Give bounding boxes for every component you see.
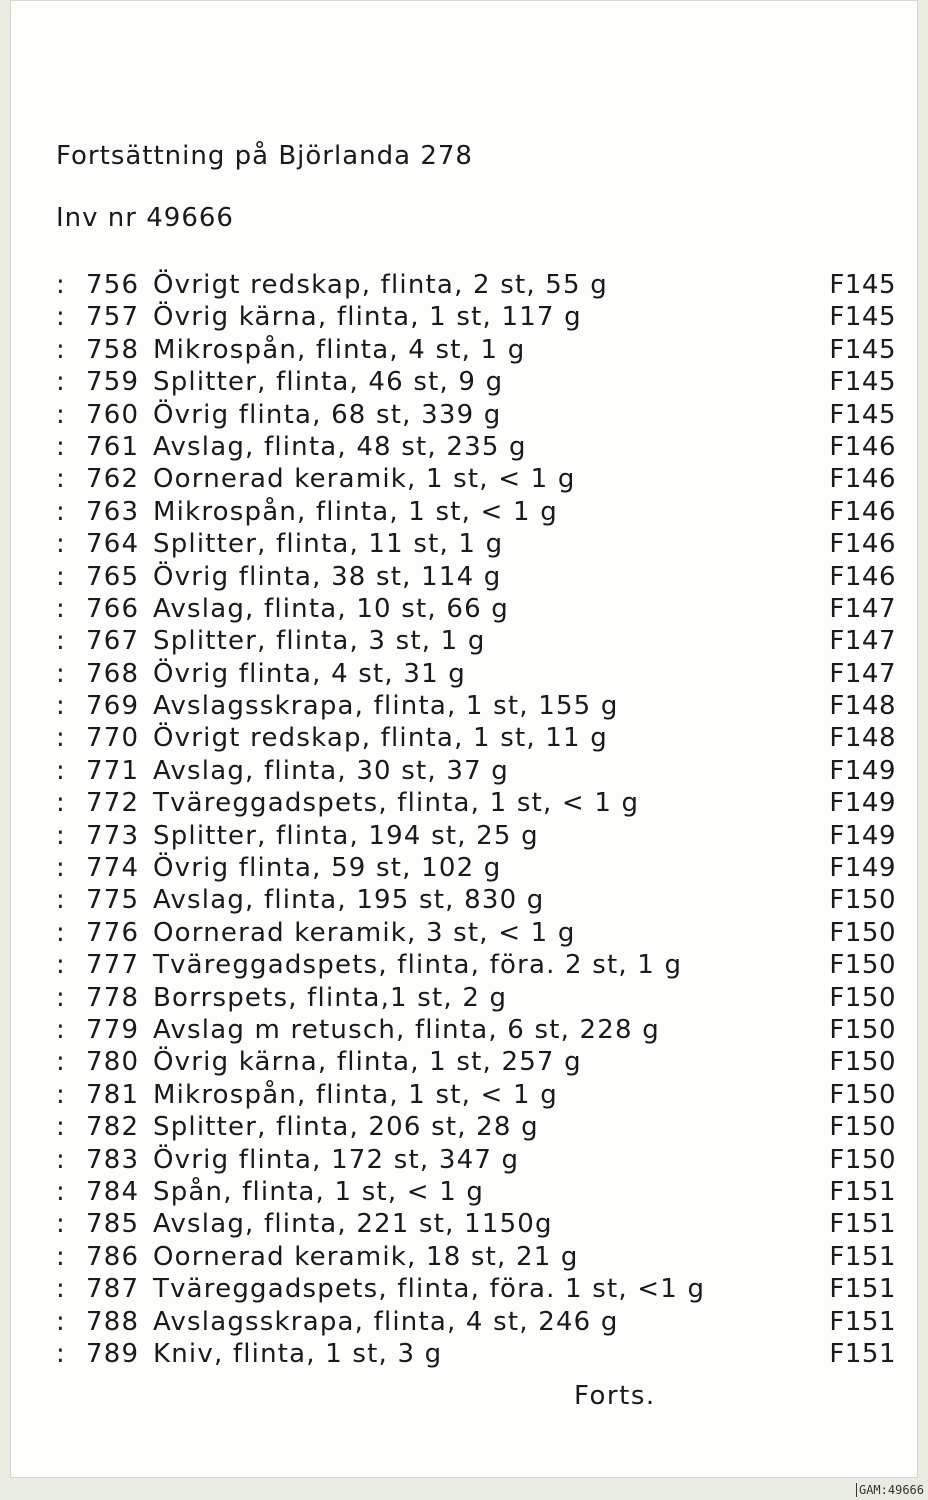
entry-number: 776	[86, 917, 140, 948]
entry-description: Mikrospån, flinta, 1 st, < 1 g	[153, 1079, 558, 1110]
entry-description: Övrig flinta, 172 st, 347 g	[153, 1144, 520, 1175]
entry-reference: F150	[829, 885, 896, 916]
entry-description: Övrig flinta, 38 st, 114 g	[153, 561, 502, 592]
entry-reference: F145	[829, 367, 896, 398]
entry-colon: :	[56, 302, 66, 333]
list-item	[56, 269, 896, 301]
entry-description: Övrigt redskap, flinta, 2 st, 55 g	[153, 270, 608, 300]
entry-reference: F150	[829, 950, 896, 981]
entry-description: Tväreggadspets, flinta, föra. 1 st, <1 g	[153, 1274, 706, 1305]
entry-reference: F150	[829, 1047, 896, 1078]
entry-reference: F150	[829, 1112, 896, 1143]
catalog-card	[10, 0, 918, 1478]
entry-description: Splitter, flinta, 46 st, 9 g	[153, 367, 504, 398]
entry-colon: :	[56, 367, 66, 398]
entry-colon: :	[56, 593, 66, 624]
entry-number: 770	[86, 723, 140, 754]
list-item	[56, 463, 896, 495]
entry-number: 781	[86, 1079, 140, 1110]
entry-reference: F151	[829, 1338, 896, 1369]
entry-description: Kniv, flinta, 1 st, 3 g	[153, 1338, 443, 1369]
entry-colon: :	[56, 1306, 66, 1337]
entry-colon: :	[56, 1144, 66, 1175]
entry-description: Mikrospån, flinta, 4 st, 1 g	[153, 334, 526, 365]
entry-colon: :	[56, 755, 66, 786]
list-item	[56, 496, 896, 528]
entry-reference: F147	[829, 658, 896, 689]
entry-colon: :	[56, 1338, 66, 1369]
entry-reference: F149	[829, 788, 896, 819]
entry-description: Avslag, flinta, 48 st, 235 g	[153, 431, 527, 462]
list-item	[56, 917, 896, 949]
entry-reference: F146	[829, 561, 896, 592]
entry-colon: :	[56, 464, 66, 495]
entry-description: Tväreggadspets, flinta, 1 st, < 1 g	[153, 788, 640, 819]
entry-number: 760	[86, 399, 140, 430]
list-item	[56, 1176, 896, 1208]
entry-number: 771	[86, 755, 140, 786]
list-item	[56, 949, 896, 981]
list-item	[56, 1208, 896, 1240]
list-item	[56, 431, 896, 463]
entry-reference: F147	[829, 626, 896, 657]
entry-reference: F151	[829, 1274, 896, 1305]
entry-number: 785	[86, 1209, 140, 1240]
entry-description: Övrig flinta, 59 st, 102 g	[153, 853, 502, 884]
entry-reference: F150	[829, 1144, 896, 1175]
list-item	[56, 1144, 896, 1176]
list-item	[56, 755, 896, 787]
entry-reference: F148	[829, 723, 896, 754]
list-item	[56, 1306, 896, 1338]
list-item	[56, 399, 896, 431]
entry-number: 769	[86, 691, 140, 722]
list-item	[56, 884, 896, 916]
entry-description: Oornerad keramik, 18 st, 21 g	[153, 1241, 579, 1272]
entry-reference: F149	[829, 820, 896, 851]
entry-number: 768	[86, 658, 140, 689]
entry-colon: :	[56, 529, 66, 560]
entry-description: Avslag, flinta, 195 st, 830 g	[153, 885, 545, 916]
entry-number: 763	[86, 496, 140, 527]
list-item	[56, 982, 896, 1014]
list-item	[56, 334, 896, 366]
list-item	[56, 625, 896, 657]
list-item	[56, 1079, 896, 1111]
entry-description: Övrig kärna, flinta, 1 st, 257 g	[153, 1047, 582, 1078]
entry-number: 766	[86, 593, 140, 624]
entry-description: Avslagsskrapa, flinta, 1 st, 155 g	[153, 691, 619, 722]
entry-number: 779	[86, 1014, 140, 1045]
entry-colon: :	[56, 626, 66, 657]
list-item	[56, 658, 896, 690]
entry-reference: F145	[829, 399, 896, 430]
card-heading: Fortsättning på Björlanda 278	[56, 141, 473, 171]
list-item	[56, 561, 896, 593]
entry-description: Oornerad keramik, 3 st, < 1 g	[153, 917, 576, 948]
entry-reference: F149	[829, 755, 896, 786]
entry-description: Splitter, flinta, 206 st, 28 g	[153, 1112, 539, 1143]
entry-number: 765	[86, 561, 140, 592]
entry-colon: :	[56, 1209, 66, 1240]
entry-number: 758	[86, 334, 140, 365]
entry-colon: :	[56, 334, 66, 365]
list-item	[56, 528, 896, 560]
entry-description: Avslag, flinta, 221 st, 1150g	[153, 1209, 553, 1240]
entry-colon: :	[56, 1241, 66, 1272]
entry-description: Tväreggadspets, flinta, föra. 2 st, 1 g	[153, 950, 683, 981]
entry-colon: :	[56, 1274, 66, 1305]
entry-colon: :	[56, 1047, 66, 1078]
list-item	[56, 690, 896, 722]
entry-number: 777	[86, 950, 140, 981]
entry-reference: F151	[829, 1176, 896, 1207]
entry-reference: F150	[829, 1079, 896, 1110]
entry-colon: :	[56, 691, 66, 722]
entry-reference: F146	[829, 431, 896, 462]
entry-number: 786	[86, 1241, 140, 1272]
archive-id-label: GAM:49666	[856, 1483, 924, 1497]
list-item	[56, 366, 896, 398]
entry-description: Mikrospån, flinta, 1 st, < 1 g	[153, 496, 558, 527]
entry-description: Oornerad keramik, 1 st, < 1 g	[153, 464, 576, 495]
list-item	[56, 1111, 896, 1143]
entry-reference: F145	[829, 302, 896, 333]
entry-description: Splitter, flinta, 194 st, 25 g	[153, 820, 539, 851]
list-item	[56, 852, 896, 884]
entry-reference: F145	[829, 334, 896, 365]
entry-reference: F146	[829, 496, 896, 527]
entry-description: Övrig flinta, 68 st, 339 g	[153, 399, 502, 430]
entry-number: 761	[86, 431, 140, 462]
entry-colon: :	[56, 1079, 66, 1110]
entry-colon: :	[56, 950, 66, 981]
list-item	[56, 1046, 896, 1078]
entry-colon: :	[56, 658, 66, 689]
entry-list	[56, 269, 896, 1370]
entry-number: 783	[86, 1144, 140, 1175]
entry-description: Övrig kärna, flinta, 1 st, 117 g	[153, 302, 582, 333]
entry-number: 780	[86, 1047, 140, 1078]
list-item	[56, 722, 896, 754]
entry-number: 788	[86, 1306, 140, 1337]
entry-reference: F151	[829, 1209, 896, 1240]
entry-number: 772	[86, 788, 140, 819]
entry-colon: :	[56, 561, 66, 592]
entry-colon: :	[56, 723, 66, 754]
entry-number: 767	[86, 626, 140, 657]
entry-number: 782	[86, 1112, 140, 1143]
entry-number: 773	[86, 820, 140, 851]
entry-colon: :	[56, 1176, 66, 1207]
continued-note: Forts.	[574, 1381, 656, 1411]
entry-reference: F146	[829, 464, 896, 495]
entry-number: 757	[86, 302, 140, 333]
list-item	[56, 787, 896, 819]
entry-number: 764	[86, 529, 140, 560]
entry-description: Splitter, flinta, 3 st, 1 g	[153, 626, 486, 657]
entry-reference: F150	[829, 1014, 896, 1045]
entry-number: 775	[86, 885, 140, 916]
entry-reference: F149	[829, 853, 896, 884]
list-item	[56, 1241, 896, 1273]
entry-reference: F150	[829, 917, 896, 948]
entry-colon: :	[56, 1112, 66, 1143]
entry-description: Spån, flinta, 1 st, < 1 g	[153, 1176, 485, 1207]
entry-number: 778	[86, 982, 140, 1013]
list-item	[56, 593, 896, 625]
entry-reference: F151	[829, 1241, 896, 1272]
list-item	[56, 1014, 896, 1046]
entry-description: Borrspets, flinta,1 st, 2 g	[153, 982, 508, 1013]
entry-number: 784	[86, 1176, 140, 1207]
entry-description: Övrig flinta, 4 st, 31 g	[153, 658, 466, 689]
entry-description: Avslag, flinta, 10 st, 66 g	[153, 593, 509, 624]
entry-description: Avslag m retusch, flinta, 6 st, 228 g	[153, 1014, 660, 1045]
entry-reference: F146	[829, 529, 896, 560]
entry-colon: :	[56, 853, 66, 884]
entry-description: Avslagsskrapa, flinta, 4 st, 246 g	[153, 1306, 619, 1337]
entry-colon: :	[56, 917, 66, 948]
list-item	[56, 301, 896, 333]
entry-description: Splitter, flinta, 11 st, 1 g	[153, 529, 504, 560]
entry-colon: :	[56, 788, 66, 819]
entry-description: Avslag, flinta, 30 st, 37 g	[153, 755, 509, 786]
entry-colon: :	[56, 982, 66, 1013]
entry-number: 756	[86, 270, 140, 300]
entry-number: 787	[86, 1274, 140, 1305]
entry-reference: F148	[829, 691, 896, 722]
entry-colon: :	[56, 496, 66, 527]
entry-number: 762	[86, 464, 140, 495]
entry-reference: F145	[829, 270, 896, 300]
entry-reference: F151	[829, 1306, 896, 1337]
list-item	[56, 1273, 896, 1305]
entry-colon: :	[56, 820, 66, 851]
entry-colon: :	[56, 431, 66, 462]
entry-colon: :	[56, 885, 66, 916]
entry-colon: :	[56, 1014, 66, 1045]
entry-description: Övrigt redskap, flinta, 1 st, 11 g	[153, 723, 608, 754]
list-item	[56, 820, 896, 852]
entry-number: 759	[86, 367, 140, 398]
entry-number: 789	[86, 1338, 140, 1369]
entry-number: 774	[86, 853, 140, 884]
entry-colon: :	[56, 270, 66, 300]
list-item	[56, 1338, 896, 1370]
entry-reference: F147	[829, 593, 896, 624]
inventory-number: Inv nr 49666	[56, 203, 234, 233]
entry-reference: F150	[829, 982, 896, 1013]
entry-colon: :	[56, 399, 66, 430]
